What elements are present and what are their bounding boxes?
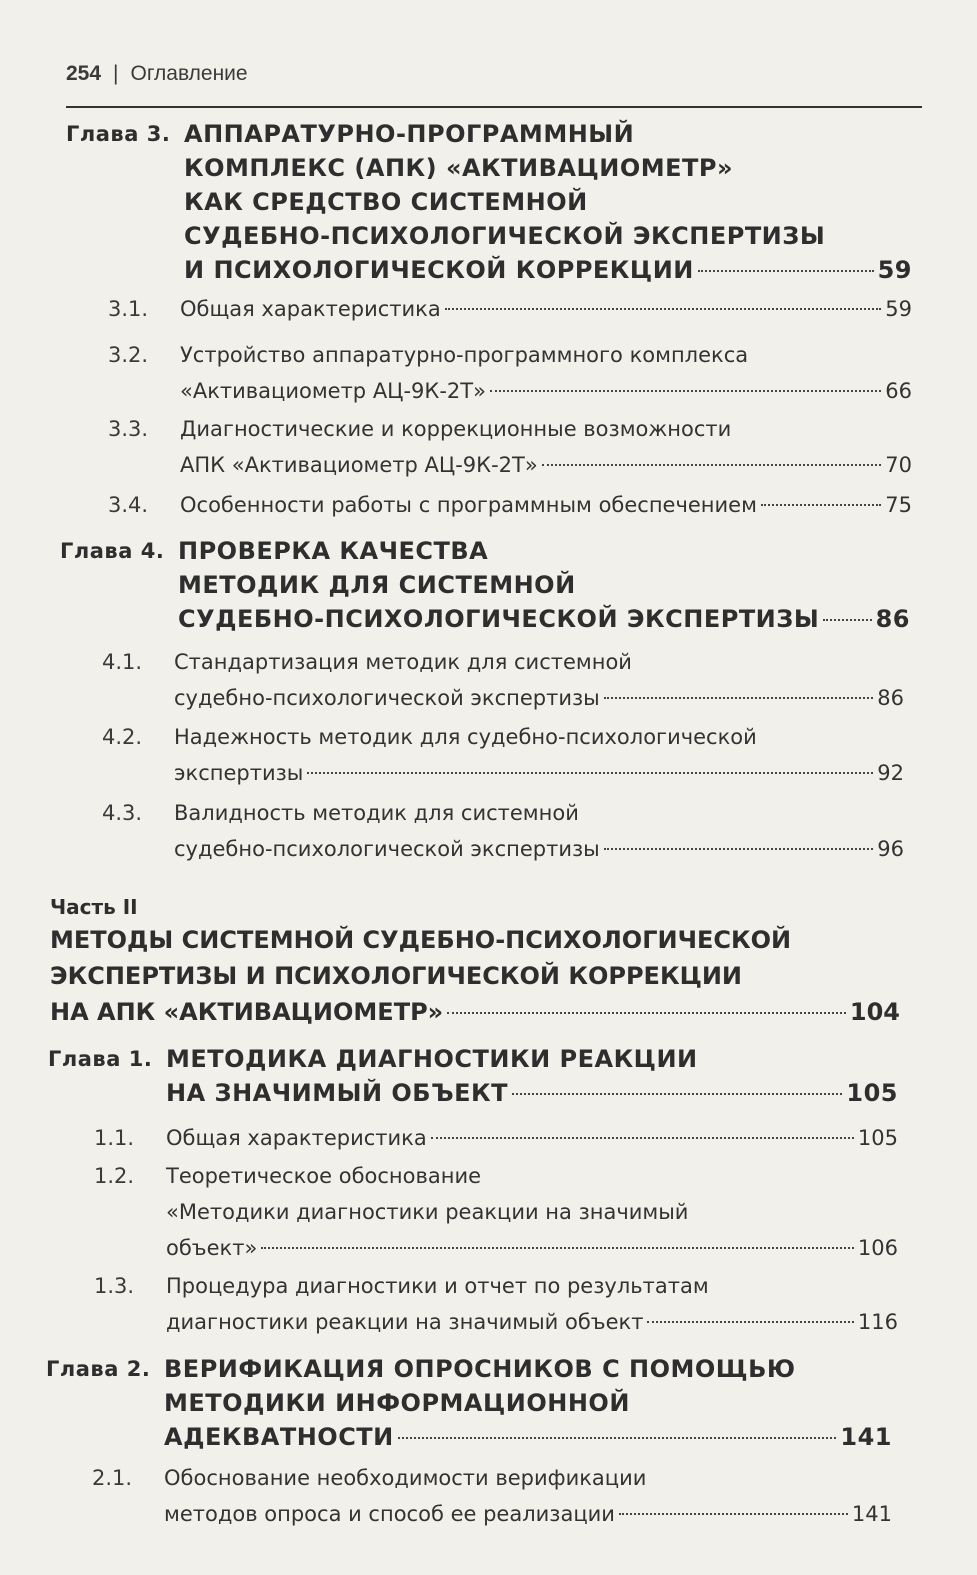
header-title: Оглавление [130, 62, 248, 85]
section-number: 3.2. [108, 343, 149, 367]
section-number: 1.1. [94, 1126, 135, 1150]
chapter-title-line: СУДЕБНО-ПСИХОЛОГИЧЕСКОЙ ЭКСПЕРТИЗЫ [184, 222, 826, 250]
section-title-line: объект» [166, 1236, 258, 1260]
section-title-line: Обоснование необходимости верификации [164, 1466, 647, 1490]
section-title-line: Теоретическое обоснование [166, 1164, 482, 1188]
header-divider: | [113, 62, 119, 85]
part-title-line: НА АПК «АКТИВАЦИОМЕТР» [50, 998, 444, 1026]
section-number: 3.3. [108, 417, 149, 441]
part-title-line: МЕТОДЫ СИСТЕМНОЙ СУДЕБНО-ПСИХОЛОГИЧЕСКОЙ [50, 926, 792, 954]
section-title-line: методов опроса и способ ее реализации [164, 1502, 615, 1526]
dot-leader [447, 1012, 846, 1014]
dot-leader [604, 848, 874, 850]
section-number: 3.1. [108, 297, 149, 321]
dot-leader [761, 504, 881, 506]
section-number: 2.1. [92, 1466, 133, 1490]
page-ref: 86 [877, 686, 904, 710]
page-ref: 141 [851, 1502, 892, 1526]
section-title-line: Валидность методик для системной [174, 801, 579, 825]
dot-leader [307, 772, 873, 774]
page-ref: 96 [877, 837, 904, 861]
chapter-title-line: И ПСИХОЛОГИЧЕСКОЙ КОРРЕКЦИИ [184, 256, 694, 284]
section-title-line: «Методики диагностики реакции на значимый [166, 1200, 689, 1224]
page-ref: 75 [885, 493, 912, 517]
dot-leader [431, 1137, 854, 1139]
section-title-line: Устройство аппаратурно-программного комплекса [180, 343, 749, 367]
chapter-title-line: СУДЕБНО-ПСИХОЛОГИЧЕСКОЙ ЭКСПЕРТИЗЫ [178, 605, 820, 633]
page-ref: 70 [885, 453, 912, 477]
dot-leader [604, 697, 874, 699]
page-ref: 92 [877, 761, 904, 785]
page-ref: 105 [846, 1079, 898, 1107]
running-header [66, 62, 922, 108]
page-ref: 105 [857, 1126, 898, 1150]
page-ref: 116 [857, 1310, 898, 1334]
section-title-line: судебно-психологической экспертизы [174, 837, 600, 861]
page-ref: 59 [885, 297, 912, 321]
dot-leader [490, 390, 881, 392]
chapter-title-line: КАК СРЕДСТВО СИСТЕМНОЙ [184, 188, 588, 216]
chapter-title-line: КОМПЛЕКС (АПК) «АКТИВАЦИОМЕТР» [184, 154, 733, 182]
section-number: 3.4. [108, 493, 149, 517]
page-ref: 59 [877, 256, 912, 284]
section-number: 1.3. [94, 1274, 135, 1298]
dot-leader [542, 464, 882, 466]
dot-leader [647, 1321, 853, 1323]
chapter-label: Глава 2. [46, 1357, 151, 1381]
section-title-line: «Активациометр АЦ-9К-2Т» [180, 379, 486, 403]
section-title-line: Процедура диагностики и отчет по результатам [166, 1274, 709, 1298]
chapter-title-line: НА ЗНАЧИМЫЙ ОБЪЕКТ [166, 1079, 509, 1107]
dot-leader [619, 1513, 848, 1515]
section-title-line: Надежность методик для судебно-психологической [174, 725, 757, 749]
page-ref: 141 [840, 1423, 892, 1451]
chapter-label: Глава 1. [48, 1047, 153, 1071]
section-number: 4.2. [102, 725, 143, 749]
chapter-label: Глава 3. [66, 122, 171, 146]
dot-leader [261, 1247, 854, 1249]
section-title-line: Общая характеристика [166, 1126, 427, 1150]
chapter-label: Глава 4. [60, 539, 165, 563]
chapter-title-line: ВЕРИФИКАЦИЯ ОПРОСНИКОВ С ПОМОЩЬЮ [164, 1355, 796, 1383]
chapter-title-line: МЕТОДИК ДЛЯ СИСТЕМНОЙ [178, 571, 576, 599]
dot-leader [512, 1093, 842, 1095]
page-ref: 66 [885, 379, 912, 403]
section-title-line: АПК «Активациометр АЦ-9К-2Т» [180, 453, 538, 477]
dot-leader [398, 1437, 837, 1439]
part-title-line: ЭКСПЕРТИЗЫ И ПСИХОЛОГИЧЕСКОЙ КОРРЕКЦИИ [50, 962, 743, 990]
chapter-title-line: МЕТОДИКИ ИНФОРМАЦИОННОЙ [164, 1389, 630, 1417]
section-title-line: диагностики реакции на значимый объект [166, 1310, 644, 1334]
dot-leader [823, 619, 871, 621]
section-title-line: Особенности работы с программным обеспечением [180, 493, 757, 517]
page-number: 254 [66, 62, 102, 85]
chapter-title-line: АДЕКВАТНОСТИ [164, 1423, 394, 1451]
page-ref: 104 [849, 998, 900, 1026]
section-number: 4.1. [102, 650, 143, 674]
section-title-line: Стандартизация методик для системной [174, 650, 632, 674]
chapter-title-line: АППАРАТУРНО-ПРОГРАММНЫЙ [184, 120, 635, 148]
chapter-title-line: ПРОВЕРКА КАЧЕСТВА [178, 537, 489, 565]
page-ref: 86 [875, 605, 910, 633]
section-title-line: Диагностические и коррекционные возможности [180, 417, 732, 441]
section-title-line: Общая характеристика [180, 297, 441, 321]
section-number: 1.2. [94, 1164, 135, 1188]
toc-part-2[interactable] [50, 892, 900, 1030]
section-title-line: судебно-психологической экспертизы [174, 686, 600, 710]
dot-leader [698, 270, 874, 272]
chapter-title-line: МЕТОДИКА ДИАГНОСТИКИ РЕАКЦИИ [166, 1045, 698, 1073]
page-ref: 106 [857, 1236, 898, 1260]
section-number: 4.3. [102, 801, 143, 825]
part-label: Часть II [50, 895, 138, 919]
section-title-line: экспертизы [174, 761, 304, 785]
dot-leader [445, 308, 882, 310]
